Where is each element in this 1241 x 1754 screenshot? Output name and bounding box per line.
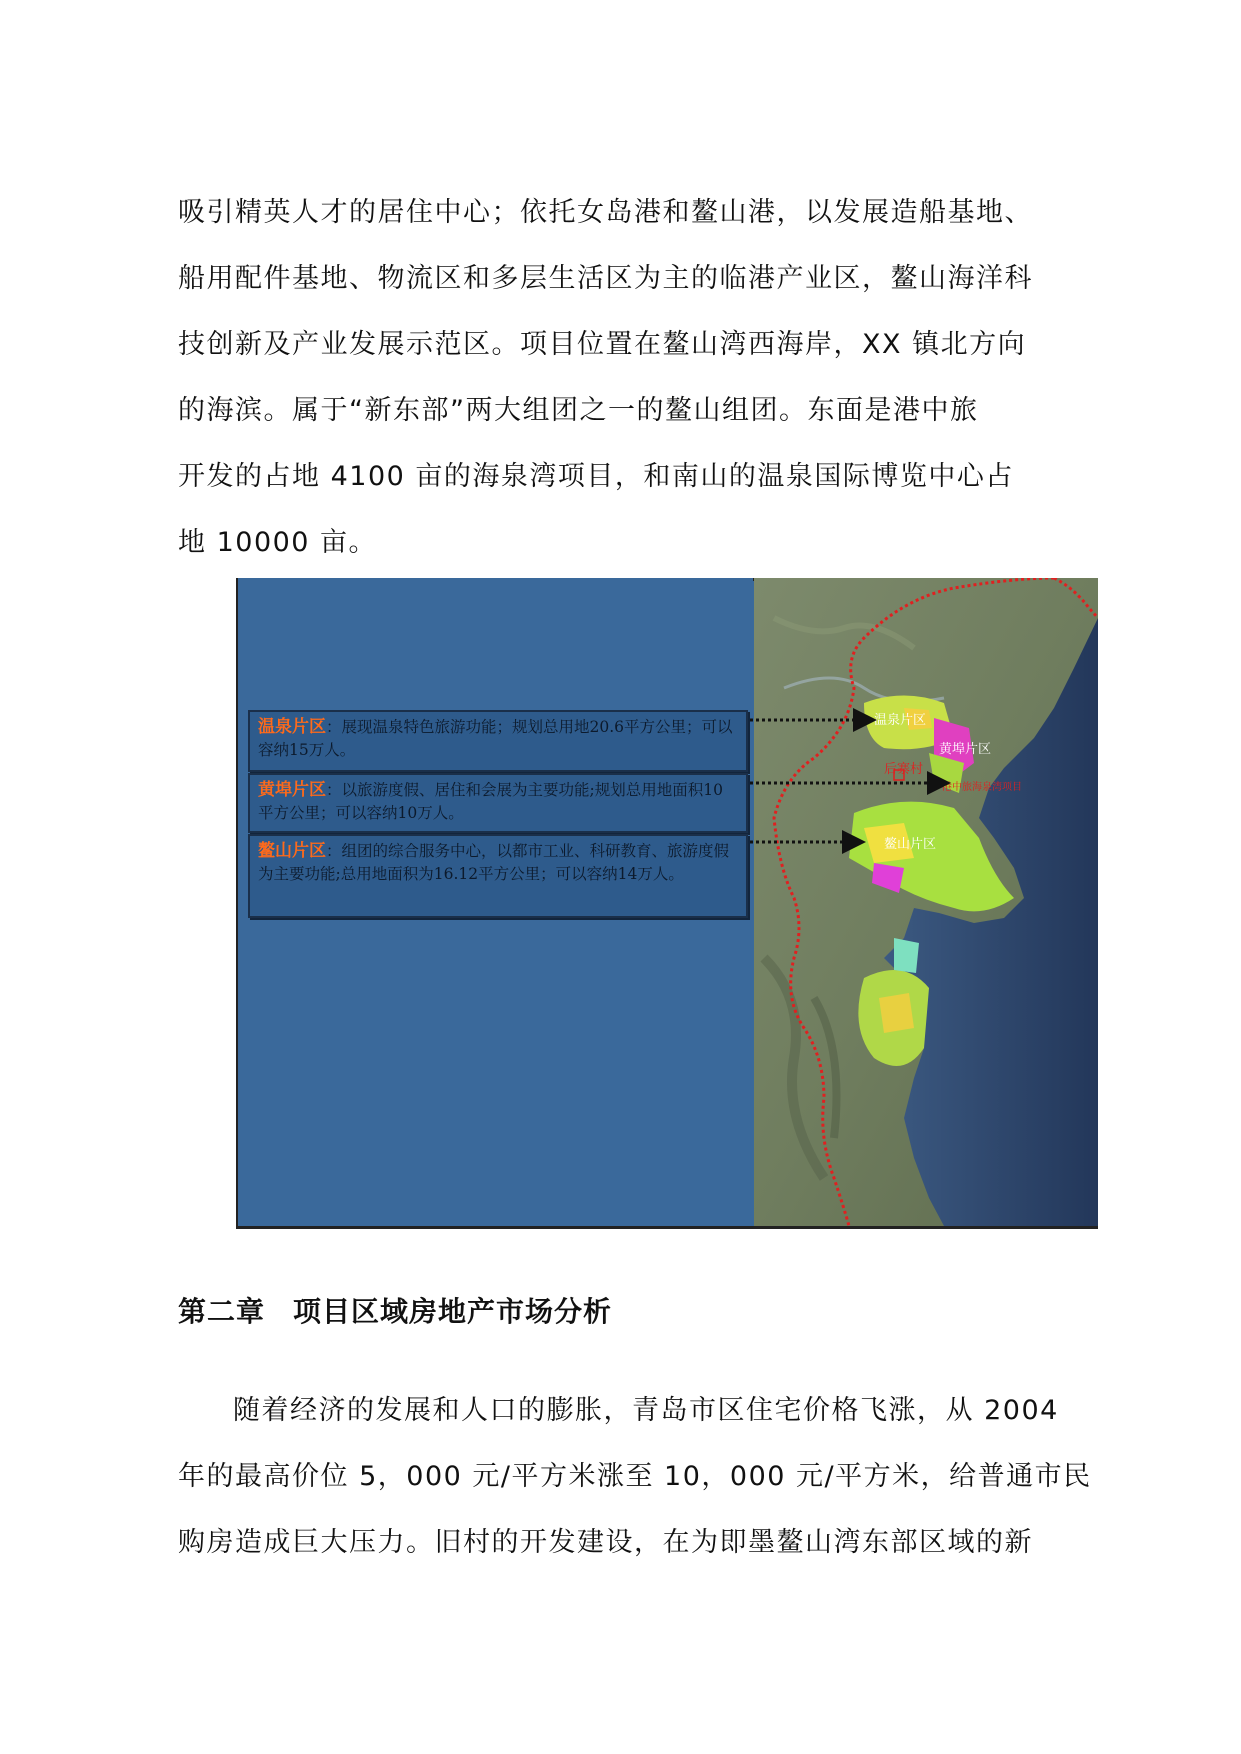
- zone-name: 黄埠片区: [258, 780, 326, 800]
- zone-description: ：组团的综合服务中心，以都市工业、科研教育、旅游度假为主要功能;总用地面积为16.12平方公里；可以容纳14万人。: [258, 842, 730, 883]
- zone-name: 鳌山片区: [258, 841, 326, 861]
- map-label-houzhai: 后寨村: [884, 762, 924, 777]
- text-line: 随着经济的发展和人口的膨胀，青岛市区住宅价格飞涨，从 2004: [233, 1395, 1059, 1426]
- map-label-wenquan: 温泉片区: [874, 713, 927, 728]
- chapter-heading: [178, 1290, 612, 1330]
- text-line: 的海滨。属于“新东部”两大组团之一的鳌山组团。东面是港中旅: [178, 395, 979, 426]
- text-line: 购房造成巨大压力。旧村的开发建设，在为即墨鳌山湾东部区域的新: [178, 1527, 1033, 1558]
- pointer-arrows: [238, 578, 1098, 1226]
- map-label-aoshan: 鳌山片区: [884, 837, 937, 852]
- text-line: 吸引精英人才的居住中心；依托女岛港和鳌山港，以发展造船基地、: [178, 197, 1033, 228]
- text-line: 开发的占地 4100 亩的海泉湾项目，和南山的温泉国际博览中心占: [178, 461, 1014, 492]
- zone-name: 温泉片区: [258, 717, 326, 737]
- zone-description: ：以旅游度假、居住和会展为主要功能;规划总用地面积10平方公里；可以容纳10万人。: [258, 781, 723, 822]
- chapter-number: 第二章: [178, 1295, 266, 1328]
- map-label-huangbu: 黄埠片区: [939, 742, 992, 757]
- intro-paragraph: [178, 180, 1058, 576]
- text-line: 年的最高价位 5，000 元/平方米涨至 10，000 元/平方米，给普通市民: [178, 1461, 1092, 1492]
- planning-map-figure: [238, 578, 1098, 1226]
- text-line: 船用配件基地、物流区和多层生活区为主的临港产业区，鳌山海洋科: [178, 263, 1033, 294]
- text-line: 地 10000 亩。: [178, 527, 378, 558]
- body-paragraph: [178, 1378, 1092, 1576]
- map-label-project: 港中旅海泉湾项目: [942, 782, 1022, 793]
- text-line: 技创新及产业发展示范区。项目位置在鳌山湾西海岸，XX 镇北方向: [178, 329, 1027, 360]
- figure-border: [236, 1226, 1098, 1229]
- chapter-title: 项目区域房地产市场分析: [293, 1295, 613, 1328]
- zone-description: ：展现温泉特色旅游功能；规划总用地20.6平方公里；可以容纳15万人。: [258, 718, 733, 759]
